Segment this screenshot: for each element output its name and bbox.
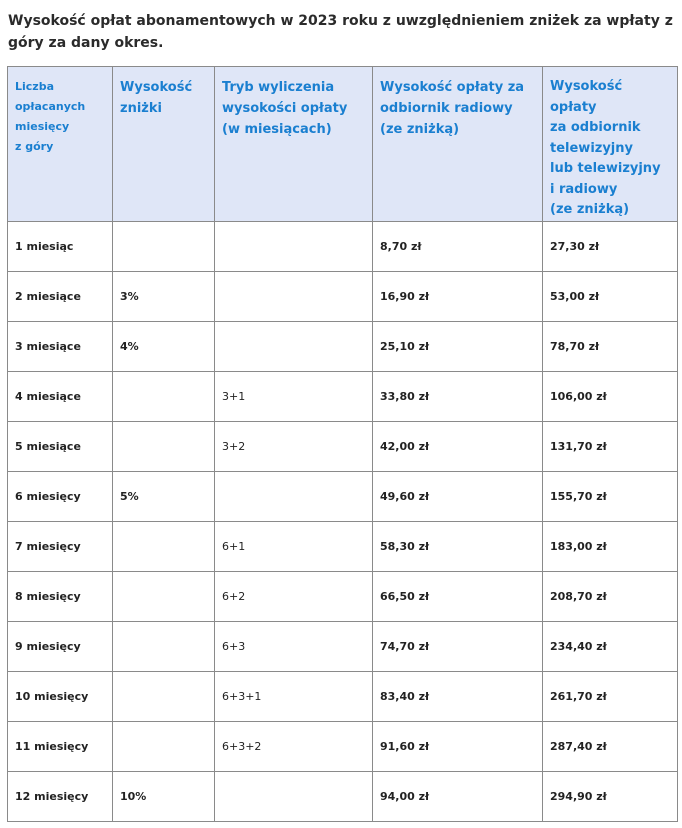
cell-months: 2 miesiące bbox=[8, 271, 113, 321]
cell-radio-fee: 49,60 zł bbox=[373, 471, 543, 521]
cell-discount bbox=[113, 571, 215, 621]
cell-discount bbox=[113, 221, 215, 271]
table-row bbox=[8, 671, 678, 721]
header-months-prepaid: Liczba opłacanych miesięcy z góry bbox=[8, 67, 113, 222]
cell-months: 10 miesięcy bbox=[8, 671, 113, 721]
cell-tv-fee: 208,70 zł bbox=[543, 571, 678, 621]
cell-discount bbox=[113, 421, 215, 471]
cell-months: 3 miesiące bbox=[8, 321, 113, 371]
cell-tv-fee: 261,70 zł bbox=[543, 671, 678, 721]
table-row bbox=[8, 521, 678, 571]
table-row bbox=[8, 221, 678, 271]
table-row bbox=[8, 271, 678, 321]
table-row bbox=[8, 771, 678, 821]
cell-mode: 3+1 bbox=[215, 371, 373, 421]
cell-radio-fee: 58,30 zł bbox=[373, 521, 543, 571]
table-row bbox=[8, 721, 678, 771]
cell-mode bbox=[215, 471, 373, 521]
cell-tv-fee: 234,40 zł bbox=[543, 621, 678, 671]
cell-discount: 5% bbox=[113, 471, 215, 521]
cell-tv-fee: 53,00 zł bbox=[543, 271, 678, 321]
cell-months: 5 miesiące bbox=[8, 421, 113, 471]
cell-discount: 4% bbox=[113, 321, 215, 371]
page-title: Wysokość opłat abonamentowych w 2023 roku z uwzględnieniem zniżek za wpłaty z góry za dany okres. bbox=[8, 13, 673, 51]
cell-radio-fee: 91,60 zł bbox=[373, 721, 543, 771]
cell-tv-fee: 78,70 zł bbox=[543, 321, 678, 371]
cell-radio-fee: 33,80 zł bbox=[373, 371, 543, 421]
cell-mode bbox=[215, 771, 373, 821]
cell-discount bbox=[113, 621, 215, 671]
cell-months: 4 miesiące bbox=[8, 371, 113, 421]
subscription-fees-table bbox=[7, 66, 678, 822]
cell-tv-fee: 27,30 zł bbox=[543, 221, 678, 271]
cell-mode: 6+2 bbox=[215, 571, 373, 621]
cell-discount bbox=[113, 521, 215, 571]
cell-mode bbox=[215, 321, 373, 371]
cell-mode bbox=[215, 221, 373, 271]
cell-months: 1 miesiąc bbox=[8, 221, 113, 271]
cell-mode: 6+3+2 bbox=[215, 721, 373, 771]
cell-radio-fee: 83,40 zł bbox=[373, 671, 543, 721]
cell-mode: 6+1 bbox=[215, 521, 373, 571]
cell-radio-fee: 16,90 zł bbox=[373, 271, 543, 321]
cell-radio-fee: 66,50 zł bbox=[373, 571, 543, 621]
header-calculation-mode: Tryb wyliczenia wysokości opłaty (w miesiącach) bbox=[215, 67, 373, 222]
cell-mode bbox=[215, 271, 373, 321]
table-row bbox=[8, 571, 678, 621]
table-row bbox=[8, 621, 678, 671]
cell-tv-fee: 294,90 zł bbox=[543, 771, 678, 821]
cell-radio-fee: 74,70 zł bbox=[373, 621, 543, 671]
table-row bbox=[8, 421, 678, 471]
cell-radio-fee: 42,00 zł bbox=[373, 421, 543, 471]
cell-discount bbox=[113, 721, 215, 771]
table-row bbox=[8, 471, 678, 521]
cell-tv-fee: 287,40 zł bbox=[543, 721, 678, 771]
cell-months: 7 miesięcy bbox=[8, 521, 113, 571]
cell-mode: 6+3 bbox=[215, 621, 373, 671]
cell-tv-fee: 183,00 zł bbox=[543, 521, 678, 571]
cell-discount bbox=[113, 371, 215, 421]
cell-radio-fee: 8,70 zł bbox=[373, 221, 543, 271]
table-header-row bbox=[8, 67, 678, 222]
cell-mode: 3+2 bbox=[215, 421, 373, 471]
table-row bbox=[8, 321, 678, 371]
cell-months: 9 miesięcy bbox=[8, 621, 113, 671]
cell-discount: 10% bbox=[113, 771, 215, 821]
cell-discount: 3% bbox=[113, 271, 215, 321]
cell-tv-fee: 131,70 zł bbox=[543, 421, 678, 471]
cell-radio-fee: 94,00 zł bbox=[373, 771, 543, 821]
cell-tv-fee: 106,00 zł bbox=[543, 371, 678, 421]
cell-discount bbox=[113, 671, 215, 721]
header-discount: Wysokość zniżki bbox=[113, 67, 215, 222]
header-radio-fee: Wysokość opłaty za odbiornik radiowy (ze zniżką) bbox=[373, 67, 543, 222]
cell-mode: 6+3+1 bbox=[215, 671, 373, 721]
cell-months: 12 miesięcy bbox=[8, 771, 113, 821]
table-row bbox=[8, 371, 678, 421]
cell-months: 8 miesięcy bbox=[8, 571, 113, 621]
header-tv-fee: Wysokość opłaty za odbiornik telewizyjny lub telewizyjny i radiowy (ze zniżką) bbox=[543, 67, 678, 222]
cell-radio-fee: 25,10 zł bbox=[373, 321, 543, 371]
cell-months: 11 miesięcy bbox=[8, 721, 113, 771]
cell-months: 6 miesięcy bbox=[8, 471, 113, 521]
cell-tv-fee: 155,70 zł bbox=[543, 471, 678, 521]
